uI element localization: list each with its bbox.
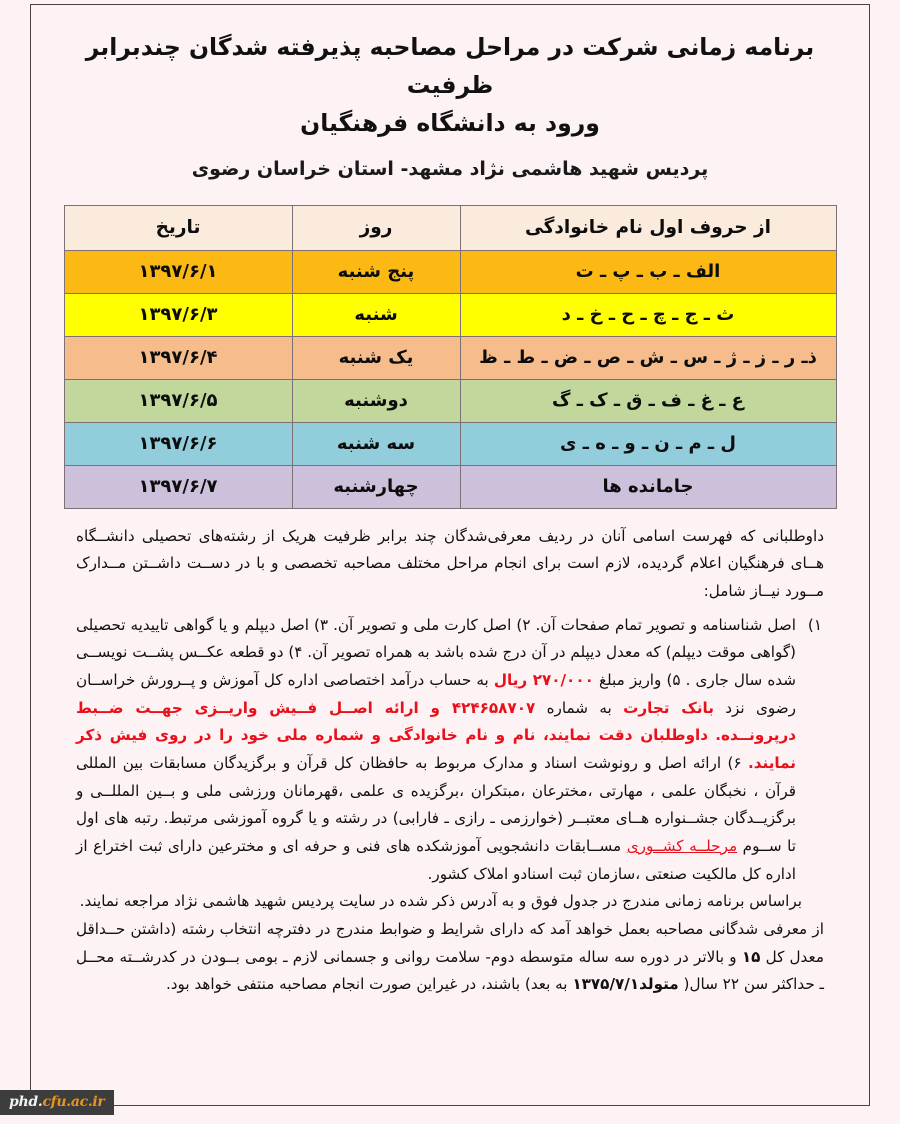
table-row xyxy=(64,250,836,293)
cell-letters: ذـ ر ـ ز ـ ژ ـ س ـ ش ـ ص ـ ض ـ ط ـ ظ xyxy=(460,336,836,379)
intro-paragraph: داوطلبانی که فهرست اسامی آنان در ردیف معرفی‌شدگان چند برابر ظرفیت هریک از رشته‌های تحصیلی دانشــگاه هــای فرهنگیان اعلام گردیده، لازم است برای انجام مراحل مختلف مصاحبه تخصصی و با در دســت داشــتن مــدارک مــورد نیــاز شامل: xyxy=(76,526,824,601)
page-title xyxy=(76,28,824,142)
cell-date: ۱۳۹۷/۶/۵ xyxy=(64,379,292,422)
doc-text-part-4: ۶) ارائه اصل و رونوشت اسناد و مدارک مربوط به حافظان کل قرآن و برگزیدگان مسابقات بین المللی قرآن ، نخبگان علمی ، مهارتی ،مخترعان ،مبتکران ،برگزیده ی علمی ،قهرمانان ورزشی ملی و بــین المللــی و برگزیــدگان جشــنواره هــای معتبــر (خوارزمی ـ رازی ـ فارابی) در رشته و یا گروه آموزشی مرتبط. رتبه های اول تا ســوم xyxy=(76,754,796,855)
schedule-reference-paragraph: براساس برنامه زمانی مندرج در جدول فوق و به آدرس ذکر شده در سایت پردیس شهید هاشمی نژاد مراجعه نمایند. xyxy=(79,892,802,911)
cell-letters: ث ـ ج ـ چ ـ ح ـ خ ـ د xyxy=(460,293,836,336)
column-header-letters: از حروف اول نام خانوادگی xyxy=(460,205,836,250)
receipt-notice: و ارائه اصــل فــیش واریــزی جهــت ضــبط درپرونــده. xyxy=(76,698,797,745)
eligibility-part-3: به بعد) باشند، در غیراین صورت انجام مصاحبه منتفی خواهد بود. xyxy=(165,975,573,994)
required-documents-list xyxy=(76,612,824,889)
table-row xyxy=(64,293,836,336)
column-header-day: روز xyxy=(292,205,460,250)
interview-schedule-table xyxy=(64,205,837,509)
cell-day: چهارشنبه xyxy=(292,465,460,508)
table-row xyxy=(64,379,836,422)
cell-letters: ع ـ غ ـ ف ـ ق ـ ک ـ گ xyxy=(460,379,836,422)
cell-letters: جامانده ها xyxy=(460,465,836,508)
cell-day: یک شنبه xyxy=(292,336,460,379)
column-header-date: تاریخ xyxy=(64,205,292,250)
cell-day: سه شنبه xyxy=(292,422,460,465)
title-line-1: برنامه زمانی شرکت در مراحل مصاحبه پذیرفته شدگان چندبرابر ظرفیت xyxy=(85,33,815,100)
watermark-prefix: phd. xyxy=(9,1094,43,1110)
page-subtitle: پردیس شهید هاشمی نژاد مشهد- استان خراسان رضوی xyxy=(191,158,709,181)
account-number: ۴۲۴۶۵۸۷۰۷ xyxy=(451,698,536,717)
doc-text-part-5: مســابقات دانشجویی آموزشکده های فنی و حرفه ای و مخترعین دارای ثبت اختراع از اداره کل مالکیت صنعتی ،سازمان ثبت اسنادو املاک کشور. xyxy=(76,837,796,883)
cell-letters: ل ـ م ـ ن ـ و ـ ه ـ ی xyxy=(460,422,836,465)
eligibility-part-2: و بالاتر در دوره سه ساله متوسطه دوم- سلامت روانی و جسمانی لازم ـ بومی بــودن در کدرشــته محــل ـ حداکثر سن ۲۲ سال( xyxy=(76,947,824,994)
doc-text-part-1: اصل شناسنامه و تصویر تمام صفحات آن. ۲) اصل کارت ملی و تصویر آن. ۳) اصل دیپلم و یا گواهی تاییدیه تحصیلی (گواهی موقت دیپلم) که معدل دیپلم در آن درج شده باشد به همراه تصویر آن. ۴) دو قطعه عکــس پشــت نویســی شده سال جاری . ۵) واریز مبلغ xyxy=(76,615,796,690)
cell-day: شنبه xyxy=(292,293,460,336)
cell-letters: الف ـ ب ـ پ ـ ت xyxy=(460,250,836,293)
site-watermark xyxy=(0,1090,114,1115)
schedule-table-container xyxy=(76,205,824,509)
cell-date: ۱۳۹۷/۶/۶ xyxy=(64,422,292,465)
birth-date-requirement: متولد۱۳۷۵/۷/۱ xyxy=(572,975,679,994)
table-row xyxy=(64,465,836,508)
minimum-gpa: ۱۵ xyxy=(741,947,761,966)
eligibility-paragraph xyxy=(76,916,824,999)
applicant-warning: داوطلبان دقت نمایند، نام و نام خانوادگی و شماره ملی خود را در روی فیش ذکر نمایند. xyxy=(76,726,796,773)
table-row xyxy=(64,422,836,465)
bank-name: بانک تجارت xyxy=(623,698,714,717)
document-body xyxy=(76,523,824,999)
national-stage-highlight: مرحلــه کشــوری xyxy=(626,837,738,855)
schedule-table-body xyxy=(64,250,836,508)
title-line-2: ورود به دانشگاه فرهنگیان xyxy=(300,109,600,138)
cell-day: پنج شنبه xyxy=(292,250,460,293)
cell-day: دوشنبه xyxy=(292,379,460,422)
watermark-domain: cfu.ac.ir xyxy=(42,1094,105,1110)
cell-date: ۱۳۹۷/۶/۳ xyxy=(64,293,292,336)
document-content xyxy=(30,4,870,1106)
eligibility-part-1: از معرفی شدگانی مصاحبه بعمل خواهد آمد که دارای شرایط و ضوابط مندرج در دفترچه انتخاب رشته (داشتن حــداقل معدل کل xyxy=(76,919,824,966)
list-item xyxy=(76,612,796,889)
table-header-row xyxy=(64,205,836,250)
doc-text-part-3: به شماره xyxy=(535,698,624,717)
doc-text-part-2: به حساب درآمد اختصاصی اداره کل آموزش و پــرورش خراســان رضوی نزد xyxy=(76,671,796,717)
cell-date: ۱۳۹۷/۶/۴ xyxy=(64,336,292,379)
table-row xyxy=(64,336,836,379)
cell-date: ۱۳۹۷/۶/۷ xyxy=(64,465,292,508)
cell-date: ۱۳۹۷/۶/۱ xyxy=(64,250,292,293)
payment-amount: ۲۷۰/۰۰۰ ریال xyxy=(493,671,594,690)
